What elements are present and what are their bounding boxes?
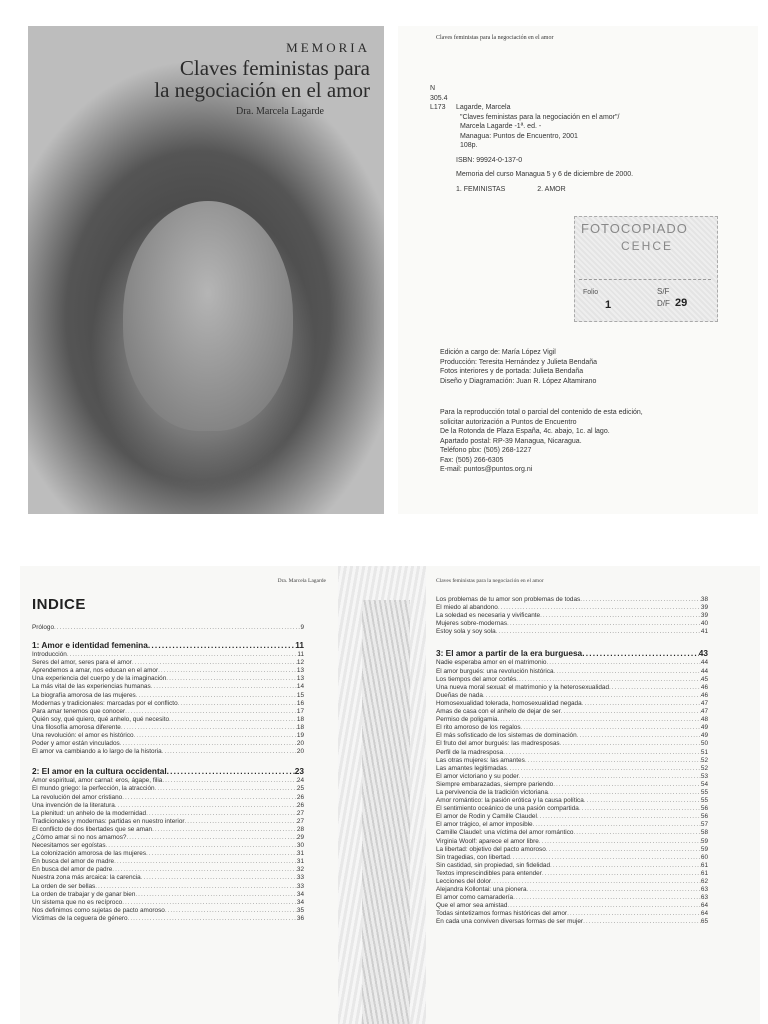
- cover-author: Dra. Marcela Lagarde: [236, 106, 324, 117]
- toc-entry: Una invención de la literatura ..... 26: [32, 802, 304, 810]
- decorative-plant-stem: [362, 600, 410, 1024]
- toc-entry: Un sistema que no es recíproco ..... 34: [32, 899, 304, 907]
- toc-entry: Para amar tenemos que conocer ..... 17: [32, 708, 304, 716]
- index-page-right: [426, 566, 760, 1024]
- toc-entry: Víctimas de la ceguera de género ..... 36: [32, 915, 304, 923]
- running-head: Dra. Marcela Lagarde: [277, 578, 326, 584]
- cover-title-line2: la negociación en el amor: [154, 78, 370, 102]
- toc-entry: En cada una conviven diversas formas de ser mujer ..... 65: [436, 918, 708, 926]
- toc-entry: La biografía amorosa de las mujeres ..... 15: [32, 692, 304, 700]
- toc-section-title: 3: El amor a partir de la era burguesa ..... 43: [436, 648, 708, 659]
- toc-entry: La revolución del amor cristiano ..... 26: [32, 794, 304, 802]
- toc-entry: Nos definimos como sujetas de pacto amoroso ..... 35: [32, 907, 304, 915]
- credits: Edición a cargo de: María López Vigil Producción: Teresita Hernández y Julieta Bendaña Fotos interiores y de portada: Julieta Bendaña Diseño y Diagramación: Juan R. López Altamirano: [440, 349, 598, 385]
- index-page-left: [20, 566, 338, 1024]
- toc-entry: Virginia Woolf: aparece el amor libre ..... 59: [436, 838, 708, 846]
- toc-entry: Camille Claudel: una víctima del amor romántico ..... 58: [436, 829, 708, 837]
- toc-entry: Una revolución: el amor es histórico ..... 19: [32, 732, 304, 740]
- toc-entry: El mundo griego: la perfección, la atracción ..... 25: [32, 785, 304, 793]
- book-cover: [28, 26, 384, 514]
- library-stamp: FOTOCOPIADO CEHCE Folio 1 S/F D/F 29: [574, 216, 718, 322]
- toc-entry: El amor burgués: una revolución histórica ..... 44: [436, 668, 708, 676]
- toc-entry: La plenitud: un anhelo de la modernidad ..... 27: [32, 810, 304, 818]
- call-number: N 305.4 L173: [430, 85, 448, 111]
- toc-entry: El amor de Rodin y Camille Claudel ..... 56: [436, 813, 708, 821]
- toc-entry: Mujeres sobre-modernas ..... 40: [436, 620, 708, 628]
- toc-entry: Alejandra Kollontai: una pionera ..... 63: [436, 886, 708, 894]
- running-head: Claves feministas para la negociación en el amor: [436, 35, 554, 41]
- toc-right: [436, 596, 708, 927]
- toc-entry: La orden de trabajar y de ganar bien ..... 34: [32, 891, 304, 899]
- toc-entry: Amor romántico: la pasión erótica y la causa política ..... 55: [436, 797, 708, 805]
- toc-entry: En busca del amor de madre ..... 31: [32, 858, 304, 866]
- toc-entry: Homosexualidad tolerada, homosexualidad negada ..... 47: [436, 700, 708, 708]
- toc-section-title: 2: El amor en la cultura occidental ..... 23: [32, 766, 304, 777]
- toc-entry: Siempre embarazadas, siempre pariendo ..... 54: [436, 781, 708, 789]
- toc-entry: En busca del amor de padre ..... 32: [32, 866, 304, 874]
- toc-entry: Los tiempos del amor cortés ..... 45: [436, 676, 708, 684]
- toc-entry: La libertad: objetivo del pacto amoroso ..... 59: [436, 846, 708, 854]
- index-heading: INDICE: [32, 596, 86, 613]
- toc-entry: Permiso de poligamia ..... 48: [436, 716, 708, 724]
- toc-entry: La soledad es necesaria y vivificante ..... 39: [436, 612, 708, 620]
- toc-entry: El rito amoroso de los regalos ..... 49: [436, 724, 708, 732]
- toc-entry: ¿Cómo amar si no nos amamos? ..... 29: [32, 834, 304, 842]
- toc-entry: Todas sintetizamos formas históricas del amor ..... 64: [436, 910, 708, 918]
- toc-entry: El amor como camaradería ..... 63: [436, 894, 708, 902]
- toc-entry: Necesitamos ser egoístas ..... 30: [32, 842, 304, 850]
- toc-entry: Textos imprescindibles para entender ..... 61: [436, 870, 708, 878]
- toc-entry: Dueñas de nada ..... 46: [436, 692, 708, 700]
- toc-entry: Que el amor sea amistad ..... 64: [436, 902, 708, 910]
- cover-title-line1: Claves feministas para: [179, 56, 370, 80]
- toc-entry: Tradicionales y modernas: partidas en nuestro interior ..... 27: [32, 818, 304, 826]
- toc-entry: Una filosofía amorosa diferente ..... 18: [32, 724, 304, 732]
- toc-entry: Las amantes legitimadas ..... 52: [436, 765, 708, 773]
- running-head: Claves feministas para la negociación en el amor: [436, 578, 544, 584]
- toc-entry: El amor va cambiando a lo largo de la historia ..... 20: [32, 748, 304, 756]
- toc-entry: La colonización amorosa de las mujeres ..... 31: [32, 850, 304, 858]
- toc-entry: Estoy sola y soy sola ..... 41: [436, 628, 708, 636]
- toc-entry-prologo: Prólogo ..... 9: [32, 624, 304, 632]
- toc-left: [32, 624, 304, 923]
- toc-entry: Quién soy, qué quiero, qué anhelo, qué necesito ..... 18: [32, 716, 304, 724]
- toc-entry: Sin tragedias, con libertad ..... 60: [436, 854, 708, 862]
- toc-entry: Introducción ..... 11: [32, 651, 304, 659]
- toc-entry: El fruto del amor burgués: las madresposas ..... 50: [436, 740, 708, 748]
- toc-entry: Una experiencia del cuerpo y de la imaginación ..... 13: [32, 675, 304, 683]
- toc-entry: La orden de ser bellas ..... 33: [32, 883, 304, 891]
- toc-entry: Una nueva moral sexual: el matrimonio y la heterosexualidad ..... 46: [436, 684, 708, 692]
- toc-entry: Lecciones del dolor ..... 62: [436, 878, 708, 886]
- toc-entry: El conflicto de dos libertades que se aman ..... 28: [32, 826, 304, 834]
- toc-entry: Nuestra zona más arcaica: la carencia ..... 33: [32, 874, 304, 882]
- contact-info: Para la reproducción total o parcial del contenido de esta edición, solicitar autorización a Puntos de Encuentro De la Rotonda de Plaza España, 4c. abajo, 1c. al lago. Apartado postal: RP-39 Managua, Nicaragua. Teléfono pbx: (505) 268-1227 Fax: (505) 266-6305 E-mail: puntos@puntos.org.ni: [440, 409, 643, 473]
- toc-section-title: 1: Amor e identidad femenina ..... 11: [32, 640, 304, 651]
- toc-entry: El amor trágico, el amor imposible ..... 57: [436, 821, 708, 829]
- toc-entry: Amor espiritual, amor carnal: eros, ágape, filia ..... 24: [32, 777, 304, 785]
- toc-entry: Perfil de la madresposa ..... 51: [436, 749, 708, 757]
- cover-portrait: [123, 201, 293, 431]
- toc-entry: La más vital de las experiencias humanas ..... 14: [32, 683, 304, 691]
- cover-series: MEMORIA: [286, 40, 370, 55]
- toc-entry: Amas de casa con el anhelo de dejar de ser ..... 47: [436, 708, 708, 716]
- toc-entry: La pervivencia de la tradición victoriana ..... 55: [436, 789, 708, 797]
- toc-entry: El más sofisticado de los sistemas de dominación ..... 49: [436, 732, 708, 740]
- toc-entry: Los problemas de tu amor son problemas de todas ..... 38: [436, 596, 708, 604]
- toc-entry: El amor victoriano y su poder ..... 53: [436, 773, 708, 781]
- toc-entry: Seres del amor, seres para el amor ..... 12: [32, 659, 304, 667]
- toc-entry: Nadie esperaba amor en el matrimonio ..... 44: [436, 659, 708, 667]
- toc-entry: El miedo al abandono ..... 39: [436, 604, 708, 612]
- toc-entry: Poder y amor están vinculados ..... 20: [32, 740, 304, 748]
- toc-entry: El sentimiento oceánico de una pasión compartida ..... 56: [436, 805, 708, 813]
- toc-entry: Modernas y tradicionales: marcadas por el conflicto ..... 16: [32, 700, 304, 708]
- toc-entry: Sin castidad, sin propiedad, sin fidelidad ..... 61: [436, 862, 708, 870]
- toc-entry: Las otras mujeres: las amantes ..... 52: [436, 757, 708, 765]
- catalog-entry: Lagarde, Marcela "Claves feministas para la negociación en el amor"/ Marcela Lagarde -1ª. ed. - Managua: Puntos de Encuentro, 2001 108p. ISBN: 99924-0-137-0 Memoria del curso Managua 5 y 6 de diciembre de 2000. 1. FEMINISTAS 2. AMOR: [456, 104, 634, 193]
- toc-entry: Aprendemos a amar, nos educan en el amor ..... 13: [32, 667, 304, 675]
